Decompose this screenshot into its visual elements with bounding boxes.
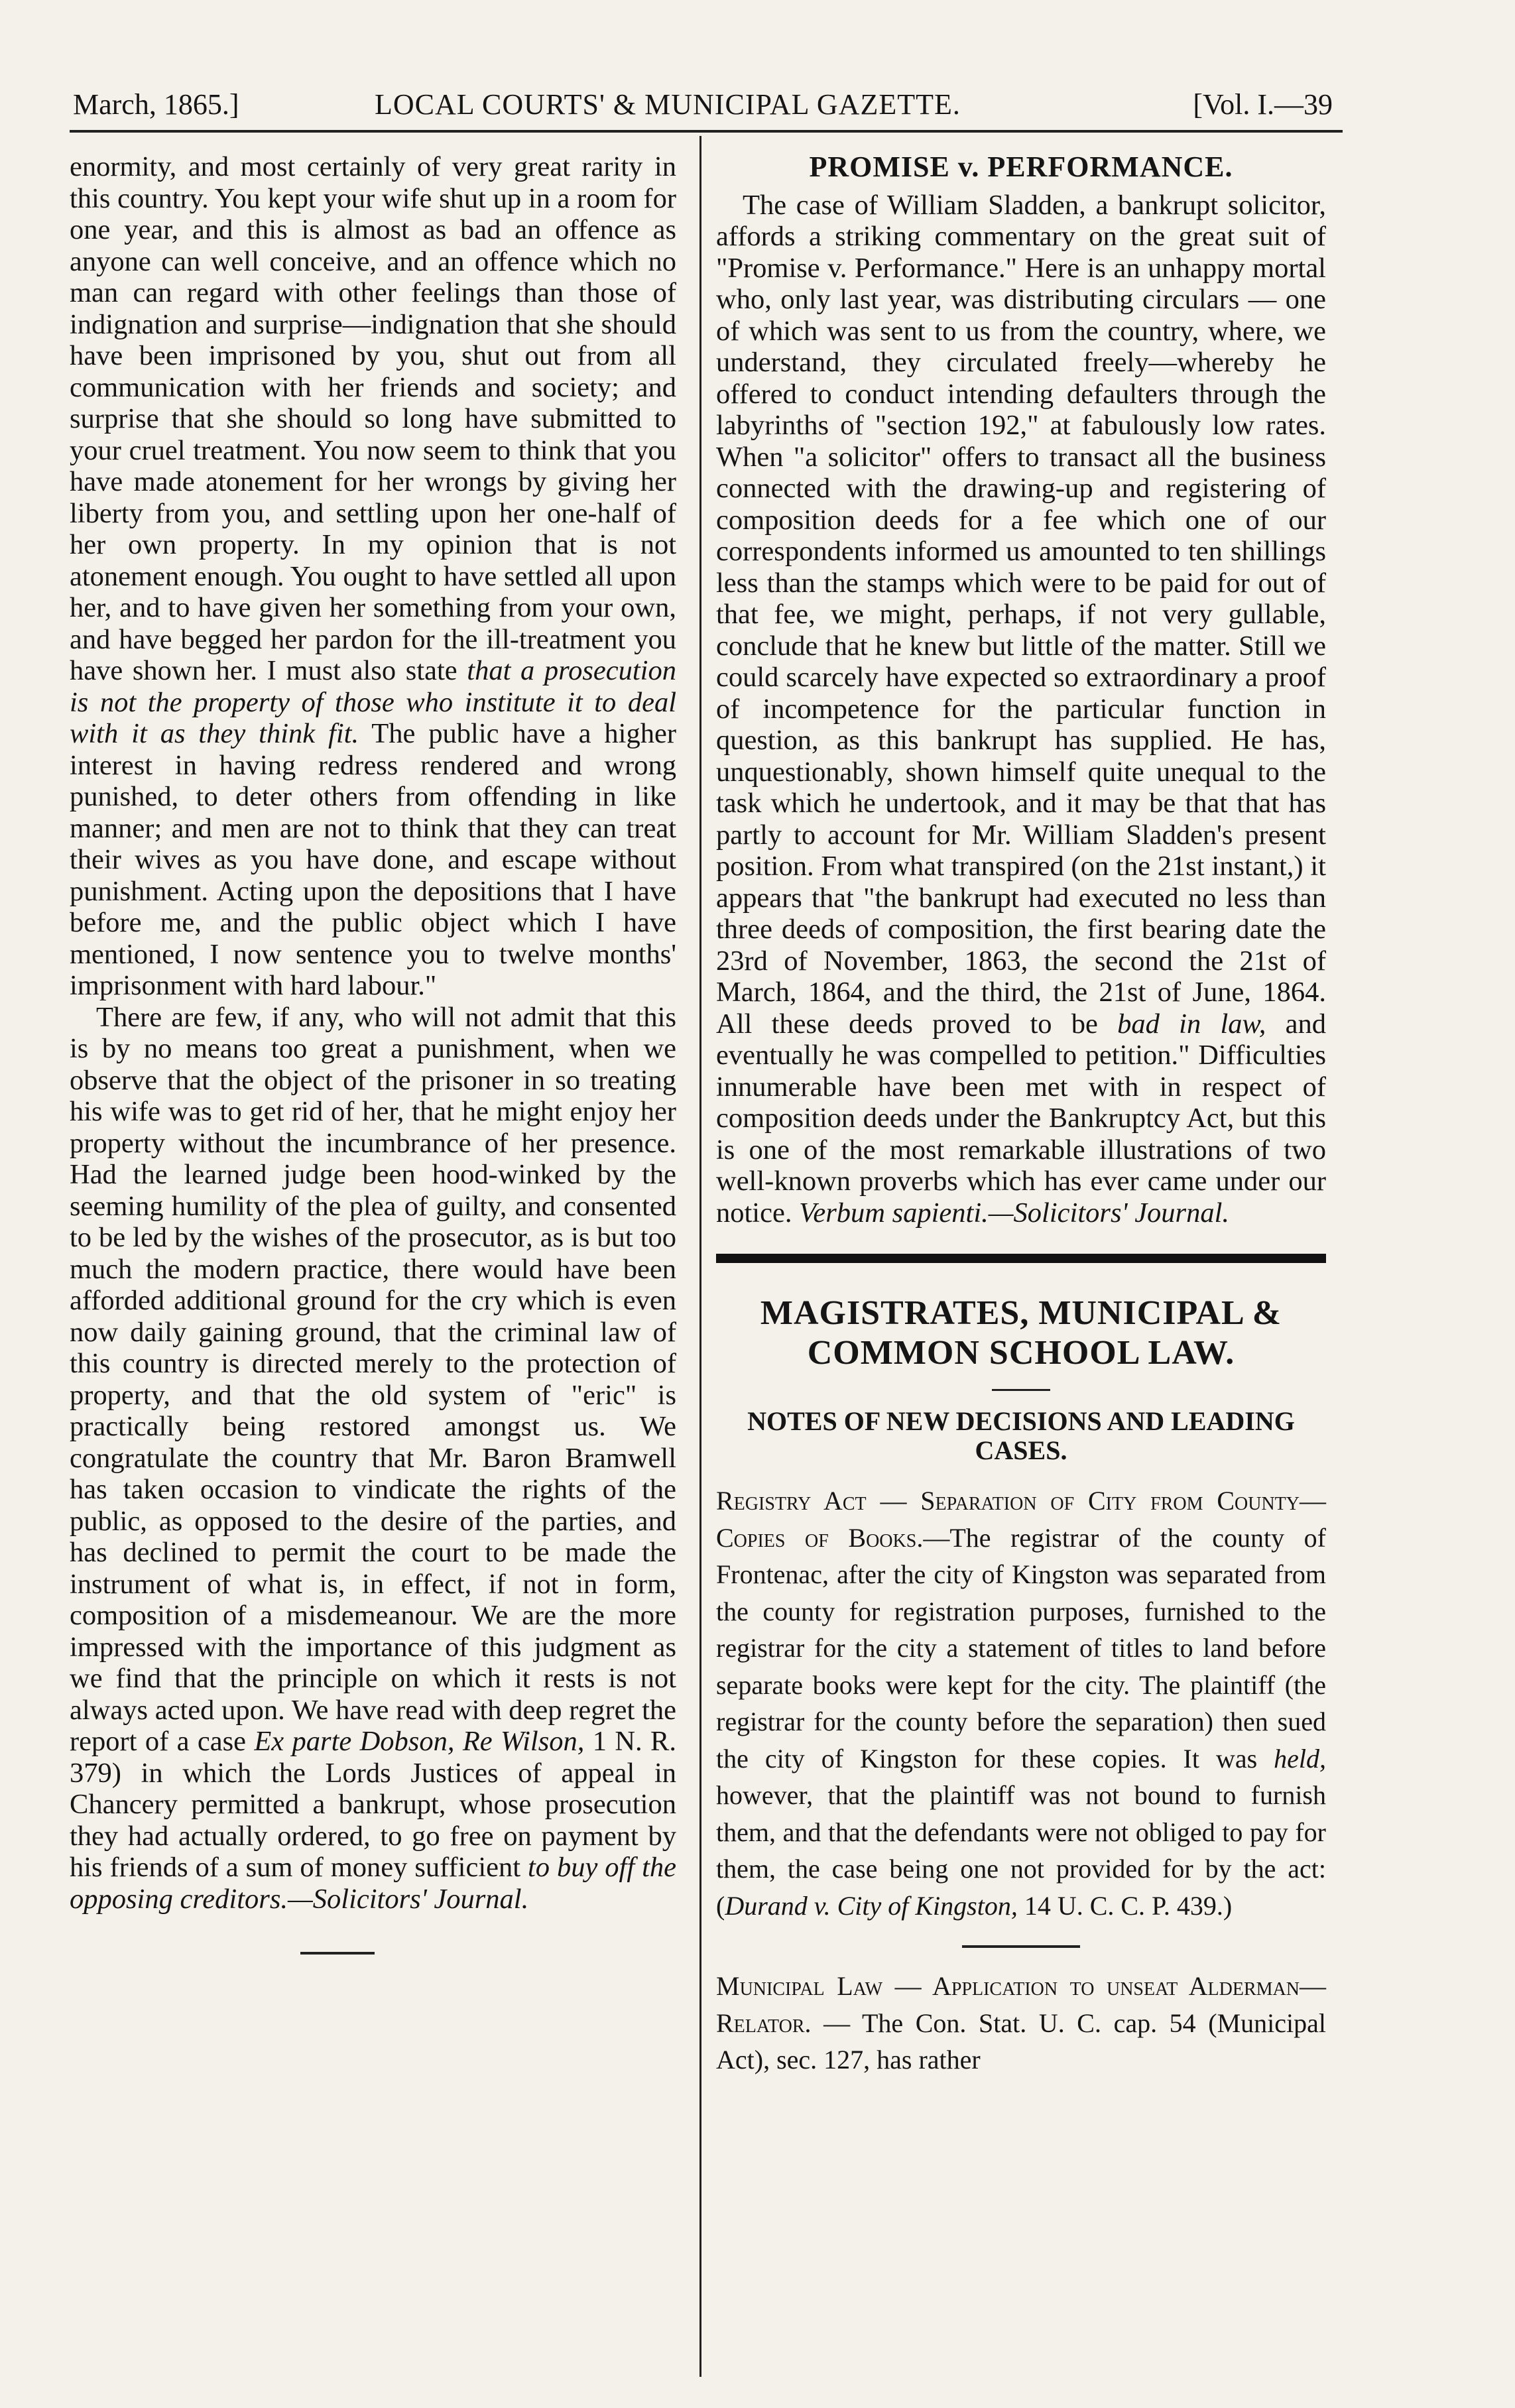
case1-heading: Registry Act — Separation of City from County—Copies of Books. [716, 1486, 1326, 1553]
section-separator-rule [716, 1254, 1326, 1263]
section-title-promise: PROMISE v. PERFORMANCE. [809, 150, 1233, 183]
case2-text: — The Con. Stat. U. C. cap. 54 (Municipal Act), sec. 127, has rather [716, 2008, 1326, 2075]
article-end-rule [300, 1952, 375, 1955]
left-paragraph-1 [70, 151, 676, 1002]
section-title-line-1: MAGISTRATES, MUNICIPAL & [760, 1294, 1282, 1332]
left-p2-text: There are few, if any, who will not admit that this is by no means too great a punishment, when we observe that the object of the prisoner in so treating his wife was to get rid of her, that he might enjoy her property without the incumbrance of her presence. Had the learned judge been hood-winked by the seeming humility of the plea of guilty, and consented to be led by the wishes of the prosecutor, as is but too much the modern practice, there would have been afforded additional ground for the cry which is even now daily gaining ground, that the criminal law of this country is directed merely to the protection of property, and that the old system of "eric" is practically being restored amongst us. We congratulate the country that Mr. Baron Bramwell has taken occasion to vindicate the rights of the public, as opposed to the desire of the parties, and has declined to permit the court to be made the instrument of what is, in effect, if not in form, composition of a misdemeanour. We are the more impressed with the importance of this judgment as we find that the principle on which it rests is not always acted upon. We have read with deep regret the report of a case [70, 1001, 676, 1757]
case1-citation-end: 14 U. C. C. P. 439.) [1017, 1890, 1233, 1921]
header-date: March, 1865.] [73, 88, 239, 121]
left-paragraph-2 [70, 1002, 676, 1915]
page-header [73, 73, 1333, 133]
case1-held: held, [1274, 1743, 1326, 1774]
case-municipal-law [716, 1968, 1326, 2078]
promise-paragraph [716, 190, 1326, 1229]
promise-italic: bad in law, [1117, 1008, 1266, 1040]
left-p1-text-end: The public have a higher interest in having redress rendered and wrong punished, to deter others from offending in like manner; and men are not to think that they can treat their wives as you have done, and escape without punishment. Acting upon the depositions that I have before me, and the public object which I have mentioned, I now sentence you to twelve months' imprisonment with hard labour." [70, 718, 677, 1001]
section-title-magistrates [716, 1294, 1326, 1373]
right-column [716, 151, 1326, 2078]
left-column [70, 151, 676, 1955]
case2-heading: Municipal Law — Application to unseat Alderman—Relator. [716, 1971, 1326, 2038]
left-p2-text-mid: 1 N. R. 379) in which the Lords Justices of appeal in Chancery permitted a bankrupt, whose prosecution they had actually ordered, to go free on payment by his friends of a sum of money sufficient [70, 1726, 676, 1883]
promise-signature: Verbum sapienti.—Solicitors' Journal. [799, 1197, 1230, 1229]
left-p1-italic: that a prosecution is not the property of those who institute it to deal with it as they think fit. [70, 655, 676, 749]
promise-text: The case of William Sladden, a bankrupt solicitor, affords a striking commentary on the great suit of "Promise v. Performance." Here is an unhappy mortal who, only last year, was distributing circulars — one of which was sent to us from the country, where, we understand, they circulated freely—whereby he offered to conduct intending defaulters through the labyrinths of "section 192," at fabulously low rates. When "a solicitor" offers to transact all the business connected with the drawing-up and registering of composition deeds for a fee which one of our correspondents informed us amounted to ten shillings less than the stamps which were to be paid for out of that fee, we might, perhaps, if not very gullable, conclude that he knew but little of the matter. Still we could scarcely have expected so extraordinary a proof of incompetence for the particular function in question, as this bankrupt has supplied. He has, unquestionably, shown himself quite unequal to the task which he undertook, and it may be that that has partly to account for Mr. William Sladden's present position. From what transpired (on the 21st instant,) it appears that "the bankrupt had executed no less than three deeds of composition, the first bearing date the 23rd of November, 1863, the second the 21st of March, 1864, and the third, the 21st of June, 1864. All these deeds proved to be [716, 189, 1326, 1040]
left-p2-case-name: Ex parte Dobson, Re Wilson, [254, 1726, 585, 1757]
case-separator-rule [962, 1945, 1080, 1948]
case1-citation: Durand v. City of Kingston, [725, 1890, 1018, 1921]
promise-text-end: and eventually he was compelled to petition." Difficulties innumerable have been met with in respect of composition deeds under the Bankruptcy Act, but this is one of the most remarkable illustrations of two well-known proverbs which has ever came under our notice. [716, 1008, 1326, 1229]
section-subtitle: NOTES OF NEW DECISIONS AND LEADING CASES. [747, 1406, 1295, 1465]
case1-text: —The registrar of the county of Frontenac, after the city of Kingston was separated from the county for registration purposes, furnished to the registrar for the city a statement of titles to land before separate books were kept for the city. The plaintiff (the registrar for the county before the separation) then sued the city of Kingston for these copies. It was [716, 1522, 1326, 1774]
header-volume: [Vol. I.—39 [1193, 88, 1333, 121]
case-registry-act [716, 1482, 1326, 1924]
left-p2-italic-end: to buy off the opposing creditors.—Solicitors' Journal. [70, 1852, 676, 1915]
section-title-line-2: COMMON SCHOOL LAW. [807, 1334, 1235, 1372]
header-rule [70, 130, 1343, 133]
header-title: LOCAL COURTS' & MUNICIPAL GAZETTE. [375, 88, 961, 121]
case1-text-mid: however, that the plaintiff was not bound to furnish them, and that the defendants were not obliged to pay for them, the case being one not provided for by the act: ( [716, 1780, 1326, 1921]
column-divider [699, 136, 701, 2377]
left-p1-text: enormity, and most certainly of very great rarity in this country. You kept your wife shut up in a room for one year, and this is almost as bad an offence as anyone can well conceive, and an offence which no man can regard with other feelings than those of indignation and surprise—indignation that she should have been imprisoned by you, shut out from all communication with her friends and society; and surprise that she should so long have submitted to your cruel treatment. You now seem to think that you have made atonement for her wrongs by giving her liberty from you, and settling upon her one-half of her own property. In my opinion that is not atonement enough. You ought to have settled all upon her, and to have given her something from your own, and have begged her pardon for the ill-treatment you have shown her. I must also state [70, 151, 676, 686]
title-rule [992, 1389, 1050, 1391]
